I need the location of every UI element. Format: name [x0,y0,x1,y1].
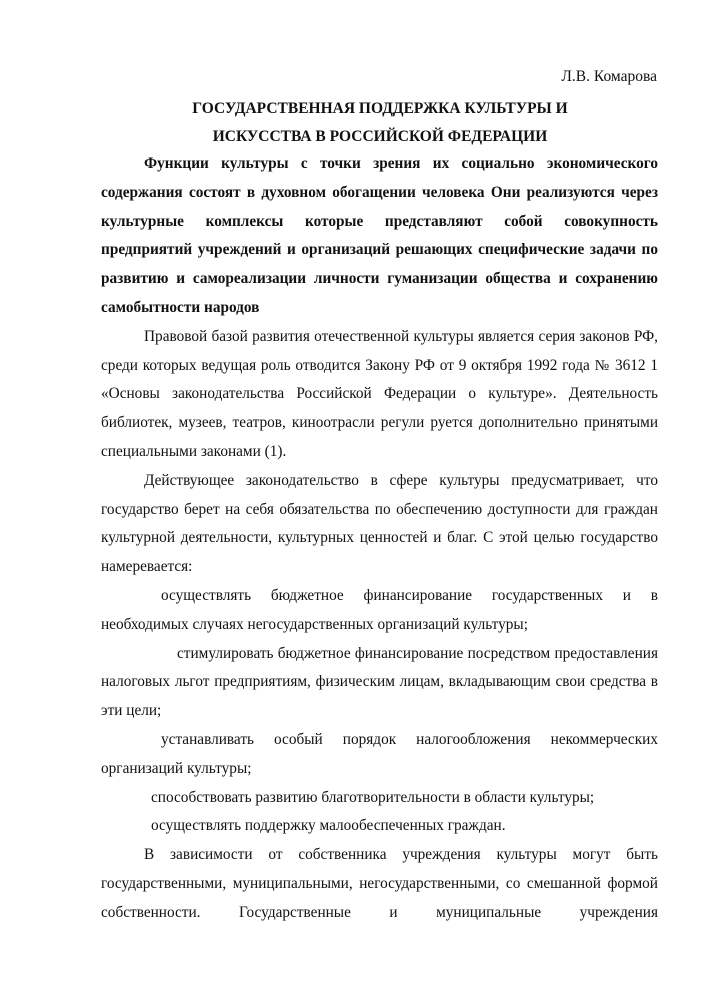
abstract-paragraph: Функции культуры с точки зрения их социально экономического содержания состоят в духовном обогащении человека Они реализуются через культурные комплексы которые представляют собой совокупность предприятий учреждений и организаций решающих специфические задачи по развитию и самореализации личности гуманизации общества и сохранению самобытности народов [101,155,658,316]
paragraph-legislation: Действующее законодательство в сфере культуры предусматривает, что государство берет на себя обязательства по обеспечению доступности для граждан культурной деятельности, культурных ценностей и благ. С этой целью государство намеревается: [101,471,658,576]
list-item-financing: осуществлять бюджетное финансирование государственных и в необходимых случаях негосударственных организаций культуры; [101,586,658,633]
title-line-2: ИСКУССТВА В РОССИЙСКОЙ ФЕДЕРАЦИИ [212,128,548,145]
article-title [100,95,660,151]
list-item-charity: способствовать развитию благотворительности в области культуры; [151,788,595,806]
author-name: Л.В. Комарова [561,68,657,85]
article-body [101,150,658,928]
list-item-support: осуществлять поддержку малообеспеченных граждан. [151,817,506,835]
list-item-stimulate: стимулировать бюджетное финансирование посредством предоставления налоговых льгот предприятиям, физическим лицам, вкладывающим свои средства в эти цели; [101,644,658,720]
paragraph-ownership: В зависимости от собственника учреждения культуры могут быть государственными, муниципальными, негосударственными, со смешанной формой собственности. Государственные и муниципальные учреждения [101,846,658,921]
list-item-taxation: устанавливать особый порядок налогообложения некоммерческих организаций культуры; [101,730,658,777]
paragraph-legal-basis: Правовой базой развития отечественной культуры является серия законов РФ, среди которых ведущая роль отводится Закону РФ от 9 октября 1992 года № 3612 1 «Основы законодательства Российской Федерации о культуре». Деятельность библиотек, музеев, театров, киноотрасли регули руется дополнительно принятыми специальными законами (1). [101,327,658,460]
title-line-1: ГОСУДАРСТВЕННАЯ ПОДДЕРЖКА КУЛЬТУРЫ И [192,100,568,117]
